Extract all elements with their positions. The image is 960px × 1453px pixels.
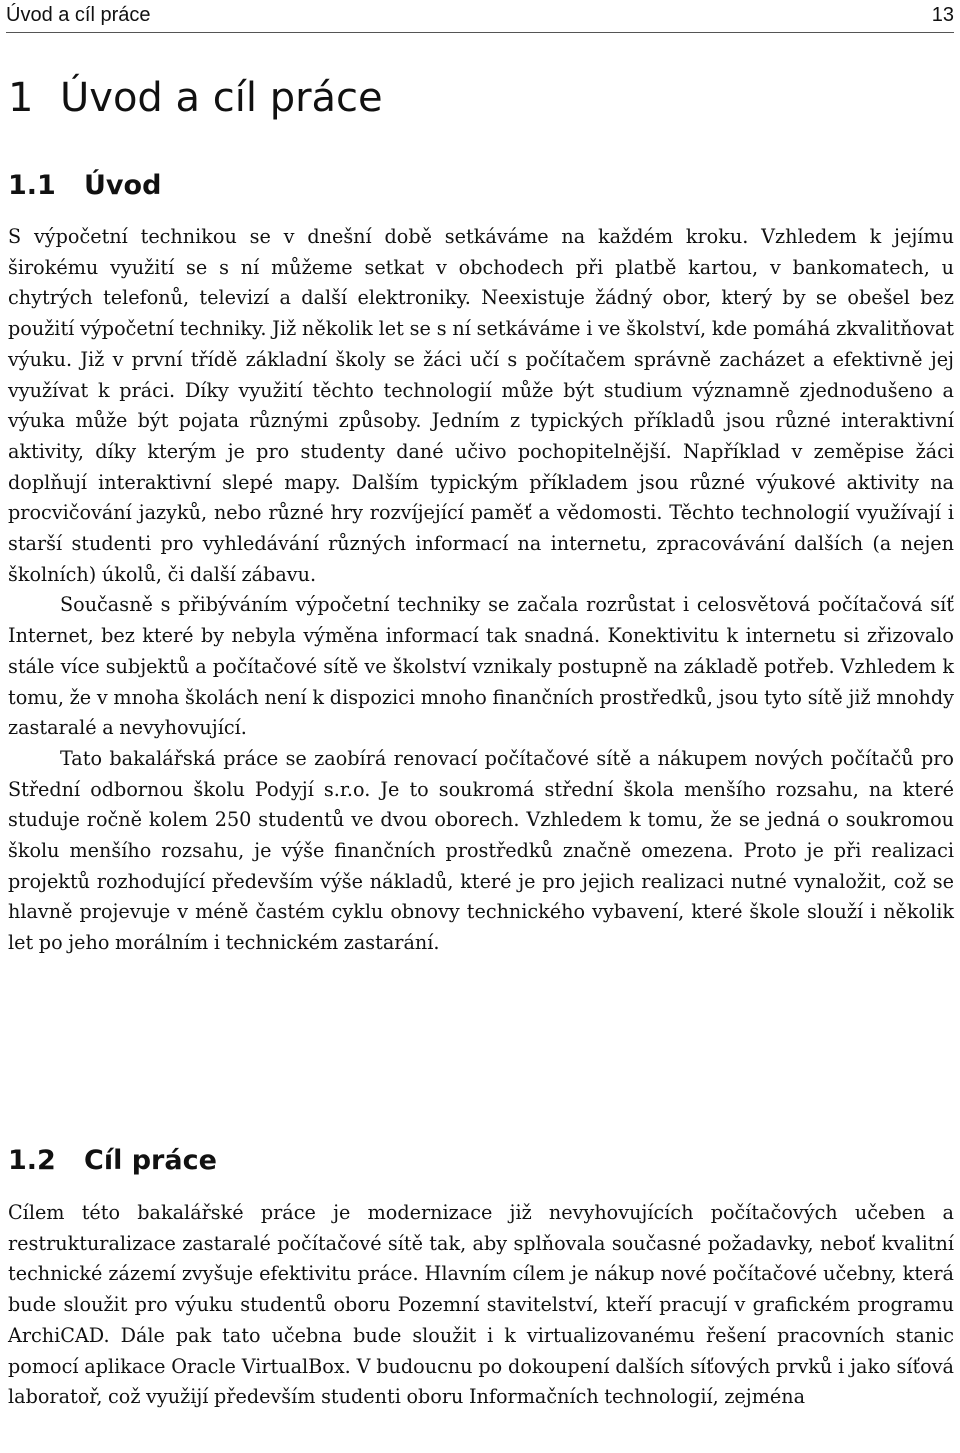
section-heading-goal [8, 1141, 217, 1181]
paragraph: Cílem této bakalářské práce je modernizace již nevyhovujících počítačových učeben a restrukturalizace zastaralé počítačové sítě tak, aby splňovala současné požadavky, neboť kvalitní technické zázemí zvyšuje efektivitu práce. Hlavním cílem je nákup nové počítačové učebny, která bude sloužit pro výuku studentů oboru Pozemní stavitelství, kteří pracují v grafickém programu ArchiCAD. Dále pak tato učebna bude sloužit i k virtualizovanému řešení pracovních stanic pomocí aplikace Oracle VirtualBox. V budoucnu po dokoupení dalších síťových prvků i jako síťová laboratoř, což využijí především studenti oboru Informačních technologií, zejména [8, 1201, 954, 1409]
section-body-goal [8, 1198, 954, 1413]
paragraph: Tato bakalářská práce se zaobírá renovací počítačové sítě a nákupem nových počítačů pro Střední odbornou školu Podyjí s.r.o. Je to soukromá střední škola menšího rozsahu, na které studuje ročně kolem 250 studentů ve dvou oborech. Vzhledem k tomu, že se jedná o soukromou školu menšího rozsahu, je výše finančních prostředků značně omezena. Proto je při realizaci projektů rozhodující především výše nákladů, které je pro jejich realizaci nutné vynaložit, což se hlavně projevuje v méně častém cyklu obnovy technického vybavení, které škole slouží i několik let po jeho morálním i technickém zastarání. [8, 746, 954, 955]
section-number: 1.2 [8, 1145, 56, 1176]
section-number: 1.1 [8, 170, 56, 201]
section-heading-intro [8, 166, 161, 206]
paragraph: Současně s přibýváním výpočetní techniky se začala rozrůstat i celosvětová počítačová síť Internet, bez které by nebyla výměna informací tak snadná. Konektivitu k internetu si zřizovalo stále více subjektů a počítačové sítě ve školství vznikaly postupně na základě potřeb. Vzhledem k tomu, že v mnoha školách není k dispozici mnoho finančních prostředků, jsou tyto sítě již mnohdy zastaralé a nevyhovující. [8, 593, 954, 740]
paragraph: S výpočetní technikou se v dnešní době setkáváme na každém kroku. Vzhledem k jejímu širokému využití se s ní můžeme setkat v obchodech při platbě kartou, v bankomatech, u chytrých telefonů, televizí a další elektroniky. Neexistuje žádný obor, který by se obešel bez použití výpočetní techniky. Již několik let se s ní setkáváme i ve školství, kde pomáhá zkvalitňovat výuku. Již v první třídě základní školy se žáci učí s počítačem správně zacházet a efektivně jej využívat k práci. Díky využití těchto technologií může být studium významně zjednodušeno a výuka může být pojata různými způsoby. Jedním z typických příkladů jsou různé interaktivní aktivity, díky kterým je pro studenty dané učivo pochopitelnější. Například v zeměpise žáci doplňují interaktivní slepé mapy. Dalším typickým příkladem jsou různé výukové aktivity na procvičování jazyků, nebo různé hry rozvíjející paměť a vědomosti. Těchto technologií využívají i starší studenti pro vyhledávání různých informací na internetu, zpracovávání dalších (a nejen školních) úkolů, či další zábavu. [8, 225, 954, 586]
chapter-title: Úvod a cíl práce [60, 75, 383, 121]
chapter-heading [8, 68, 383, 128]
page-number: 13 [931, 4, 954, 26]
section-title: Úvod [84, 170, 162, 201]
running-header [6, 2, 954, 33]
section-title: Cíl práce [84, 1145, 217, 1176]
section-body-intro [8, 222, 954, 959]
running-header-title: Úvod a cíl práce [6, 4, 151, 26]
chapter-number: 1 [8, 75, 34, 121]
